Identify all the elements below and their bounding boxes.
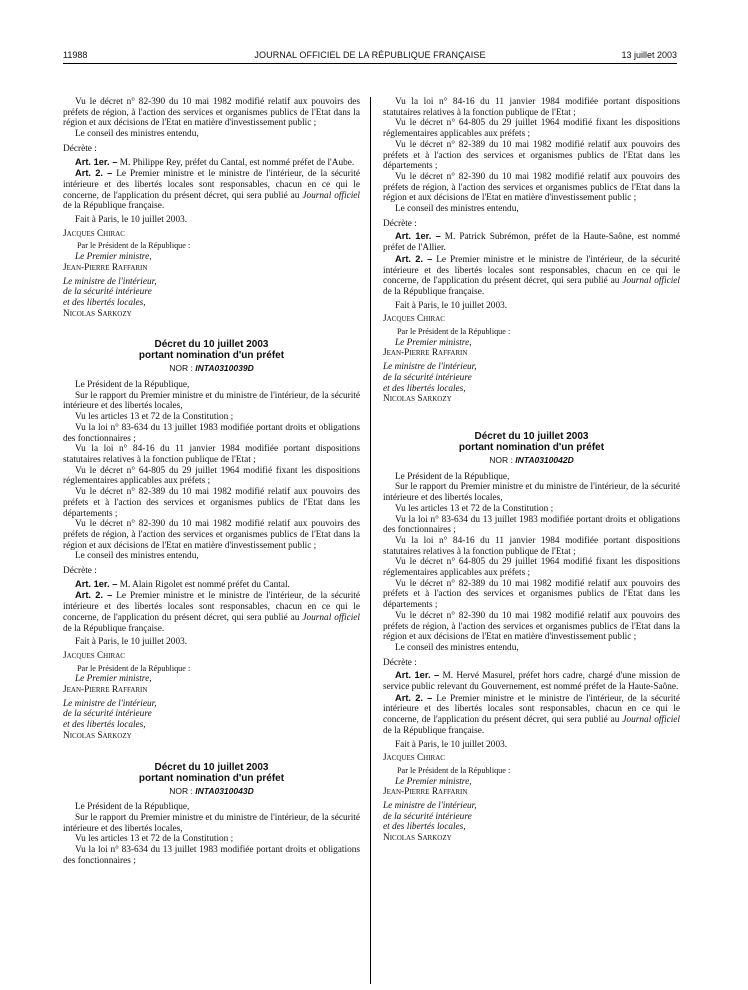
nor-label: NOR :: [489, 454, 513, 465]
article-text: Le Premier ministre et le ministre de l'intérieur, de la sécurité intérieure et des libertés locales sont responsables, chacun en ce qui le concerne, de l'application du présent décret, qui sera publié au: [383, 254, 680, 287]
journal-officiel-ref: Journal officiel: [622, 276, 681, 287]
nor-code: INTA0310039D: [195, 363, 254, 374]
article-text: Le Premier ministre et le ministre de l'intérieur, de la sécurité intérieure et des libertés locales sont responsables, chacun en ce qui le concerne, de l'application du présent décret, qui sera publié au: [383, 693, 680, 726]
minister-title: [63, 699, 360, 731]
nor-label: NOR :: [169, 363, 193, 374]
prime-minister-title: Le Premier ministre,: [395, 337, 472, 348]
signed-date: Fait à Paris, le 10 juillet 2003.: [395, 739, 508, 750]
visa-paragraph: Le conseil des ministres entendu,: [75, 551, 199, 562]
article-label: Art. 2. –: [395, 253, 433, 264]
prime-minister-title: Le Premier ministre,: [75, 252, 152, 263]
nor-code: INTA0310043D: [195, 785, 254, 796]
article-text: M. Hervé Masurel, préfet hors cadre, chargé d'une mission de service public relevant du Gouvernement, est nommé préfet de la Haute-Saône.: [383, 671, 680, 693]
decree-title: [63, 762, 360, 784]
visa-paragraph: Vu le décret n° 82-390 du 10 mai 1982 modifié relatif aux pouvoirs des préfets de région, à l'action des services et organismes publics de l'Etat dans la région et aux décisions de l'Etat en matière d'investissement public ;: [63, 97, 360, 129]
minister-title-line: Le ministre de l'intérieur,: [383, 362, 477, 373]
minister-title-line: et des libertés locales,: [63, 297, 146, 308]
article-1: [63, 157, 360, 169]
countersign-intro: Par le Président de la République :: [397, 327, 511, 337]
prime-minister-name: Jean-Pierre Raffarin: [383, 787, 468, 798]
article-1: [383, 670, 680, 692]
article-1: [63, 579, 360, 591]
minister-title-line: et des libertés locales,: [63, 720, 146, 731]
article-text: de la République française.: [383, 725, 485, 736]
president-signature: Jacques Chirac: [63, 228, 125, 239]
journal-officiel-ref: Journal officiel: [622, 715, 681, 726]
visa-paragraph: Le conseil des ministres entendu,: [75, 129, 199, 140]
visa-paragraph: Vu le décret n° 82-390 du 10 mai 1982 modifié relatif aux pouvoirs des préfets de région, à l'action des services et organismes publics de l'Etat dans la région et aux décisions de l'Etat en matière d'investissement public ;: [63, 519, 360, 551]
visa-paragraph: Sur le rapport du Premier ministre et du ministre de l'intérieur, de la sécurité intérieure et des libertés locales,: [63, 390, 360, 412]
minister-title-line: de la sécurité intérieure: [383, 372, 472, 383]
visa-paragraph: Vu le décret n° 82-390 du 10 mai 1982 modifié relatif aux pouvoirs des préfets de région, à l'action des services et organismes publics de l'Etat dans la région et aux décisions de l'Etat en matière d'investissement public ;: [383, 610, 680, 643]
visa-paragraph: Vu la loi n° 84-16 du 11 janvier 1984 modifiée portant dispositions statutaires relatives à la fonction publique de l'Etat ;: [63, 444, 360, 465]
article-text: M. Patrick Subrémon, préfet de la Haute-Saône, est nommé préfet de l'Allier.: [383, 232, 680, 254]
minister-title-line: Le ministre de l'intérieur,: [63, 276, 157, 287]
journal-officiel-ref: Journal officiel: [302, 612, 361, 623]
visa-paragraph: Vu la loi n° 83-634 du 13 juillet 1983 modifiée portant droits et obligations des fonctionnaires ;: [63, 845, 360, 866]
minister-name: Nicolas Sarkozy: [383, 833, 452, 844]
left-column: [63, 97, 360, 866]
article-label: Art. 1er. –: [395, 231, 441, 242]
decree-title-line: portant nomination d'un préfet: [458, 441, 605, 453]
prime-minister-title: Le Premier ministre,: [75, 674, 152, 685]
page-header: [63, 50, 677, 64]
decrete-label: Décrète :: [383, 657, 417, 668]
visa-paragraph: Sur le rapport du Premier ministre et du ministre de l'intérieur, de la sécurité intérieure et des libertés locales,: [383, 482, 680, 504]
minister-title: [383, 362, 680, 394]
article-2: [383, 693, 680, 737]
visa-paragraph: Vu la loi n° 83-634 du 13 juillet 1983 modifiée portant droits et obligations des fonctionnaires ;: [63, 422, 360, 444]
minister-title-line: Le ministre de l'intérieur,: [63, 698, 157, 709]
nor-reference: [383, 455, 680, 466]
article-2: [383, 254, 680, 298]
article-text: M. Philippe Rey, préfet du Cantal, est nommé préfet de l'Aube.: [119, 157, 355, 168]
article-label: Art. 2. –: [75, 168, 113, 179]
visa-paragraph: Le Président de la République,: [395, 471, 510, 482]
decree-title-line: portant nomination d'un préfet: [138, 772, 285, 784]
nor-label: NOR :: [169, 785, 193, 796]
minister-title: [63, 277, 360, 309]
article-text: de la République française.: [383, 286, 485, 297]
article-text: de la République française.: [63, 623, 165, 634]
decree-title-line: Décret du 10 juillet 2003: [154, 761, 269, 773]
minister-title: [383, 801, 680, 833]
journal-title: JOURNAL OFFICIEL DE LA RÉPUBLIQUE FRANÇAISE: [254, 50, 486, 60]
minister-title-line: de la sécurité intérieure: [383, 811, 472, 822]
visa-paragraph: Vu le décret n° 82-389 du 10 mai 1982 modifié relatif aux pouvoirs des préfets et à l'action des services et organismes publics de l'Etat dans les départements ;: [383, 578, 680, 611]
signed-date: Fait à Paris, le 10 juillet 2003.: [75, 637, 188, 648]
article-text: Le Premier ministre et le ministre de l'intérieur, de la sécurité intérieure et des libertés locales sont responsables, chacun en ce qui le concerne, de l'application du présent décret, qui sera publié au: [63, 169, 360, 201]
minister-title-line: de la sécurité intérieure: [63, 709, 152, 720]
signed-date: Fait à Paris, le 10 juillet 2003.: [75, 215, 188, 226]
article-label: Art. 2. –: [75, 590, 113, 601]
visa-paragraph: Vu le décret n° 82-390 du 10 mai 1982 modifié relatif aux pouvoirs des préfets de région, à l'action des services et organismes publics de l'Etat dans la région et aux décisions de l'Etat en matière d'investissement public ;: [383, 171, 680, 204]
president-signature: Jacques Chirac: [383, 753, 445, 764]
article-2: [63, 590, 360, 634]
prime-minister-title: Le Premier ministre,: [395, 776, 472, 787]
decrete-label: Décrète :: [63, 143, 97, 154]
visa-paragraph: Sur le rapport du Premier ministre et du ministre de l'intérieur, de la sécurité intérieure et des libertés locales,: [63, 812, 360, 834]
countersign-intro: Par le Président de la République :: [77, 241, 191, 251]
visa-paragraph: Vu la loi n° 83-634 du 13 juillet 1983 modifiée portant droits et obligations des fonctionnaires ;: [383, 514, 680, 536]
right-column: [383, 97, 680, 844]
decree-title-line: portant nomination d'un préfet: [138, 350, 285, 362]
journal-officiel-ref: Journal officiel: [302, 190, 361, 201]
visa-paragraph: Vu le décret n° 64-805 du 29 juillet 1964 modifié fixant les dispositions réglementaires applicables aux préfets ;: [383, 118, 680, 140]
article-text: de la République française.: [63, 201, 165, 212]
decrete-label: Décrète :: [63, 566, 97, 577]
column-divider: [370, 97, 371, 984]
visa-paragraph: Vu le décret n° 82-389 du 10 mai 1982 modifié relatif aux pouvoirs des préfets et à l'action des services et organismes publics de l'Etat dans les départements ;: [383, 139, 680, 172]
decree-title: [383, 431, 680, 453]
visa-paragraph: Vu la loi n° 84-16 du 11 janvier 1984 modifiée portant dispositions statutaires relatives à la fonction publique de l'Etat ;: [383, 97, 680, 118]
visa-paragraph: Le conseil des ministres entendu,: [395, 642, 519, 653]
visa-paragraph: Vu les articles 13 et 72 de la Constitution ;: [75, 834, 234, 845]
nor-reference: [63, 786, 360, 797]
article-label: Art. 1er. –: [75, 578, 118, 589]
countersign-intro: Par le Président de la République :: [397, 765, 511, 775]
header-rule: [63, 63, 677, 64]
signed-date: Fait à Paris, le 10 juillet 2003.: [395, 300, 508, 311]
visa-paragraph: Le Président de la République,: [75, 380, 190, 391]
visa-paragraph: Vu le décret n° 64-805 du 29 juillet 1964 modifié fixant les dispositions réglementaires applicables aux préfets ;: [63, 465, 360, 487]
minister-name: Nicolas Sarkozy: [63, 308, 132, 319]
nor-code: INTA0310042D: [515, 454, 574, 465]
prime-minister-name: Jean-Pierre Raffarin: [63, 685, 148, 696]
visa-paragraph: Vu la loi n° 84-16 du 11 janvier 1984 modifiée portant dispositions statutaires relatives à la fonction publique de l'Etat ;: [383, 535, 680, 557]
president-signature: Jacques Chirac: [63, 650, 125, 661]
page-number: 11988: [63, 50, 88, 60]
minister-title-line: et des libertés locales,: [383, 822, 466, 833]
minister-name: Nicolas Sarkozy: [63, 730, 132, 741]
decree-title: [63, 339, 360, 361]
prime-minister-name: Jean-Pierre Raffarin: [63, 262, 148, 273]
president-signature: Jacques Chirac: [383, 314, 445, 325]
nor-reference: [63, 363, 360, 374]
visa-paragraph: Vu le décret n° 64-805 du 29 juillet 1964 modifié fixant les dispositions réglementaires applicables aux préfets ;: [383, 557, 680, 579]
minister-title-line: Le ministre de l'intérieur,: [383, 801, 477, 812]
visa-paragraph: Vu le décret n° 82-389 du 10 mai 1982 modifié relatif aux pouvoirs des préfets et à l'action des services et organismes publics de l'Etat dans les départements ;: [63, 487, 360, 519]
decrete-label: Décrète :: [383, 218, 417, 229]
visa-paragraph: Vu les articles 13 et 72 de la Constitution ;: [75, 412, 234, 423]
minister-title-line: de la sécurité intérieure: [63, 287, 152, 298]
visa-paragraph: Le Président de la République,: [75, 802, 190, 813]
prime-minister-name: Jean-Pierre Raffarin: [383, 348, 468, 359]
countersign-intro: Par le Président de la République :: [77, 663, 191, 673]
minister-title-line: et des libertés locales,: [383, 383, 466, 394]
article-text: Le Premier ministre et le ministre de l'intérieur, de la sécurité intérieure et des libertés locales sont responsables, chacun en ce qui le concerne, de l'application du présent décret, qui sera publié au: [63, 591, 360, 623]
article-label: Art. 1er. –: [395, 670, 440, 681]
article-text: M. Alain Rigolet est nommé préfet du Cantal.: [119, 579, 290, 590]
article-label: Art. 2. –: [395, 692, 433, 703]
article-label: Art. 1er. –: [75, 156, 118, 167]
decree-title-line: Décret du 10 juillet 2003: [474, 430, 589, 442]
issue-date: 13 juillet 2003: [621, 50, 677, 60]
visa-paragraph: Le conseil des ministres entendu,: [395, 204, 519, 215]
decree-title-line: Décret du 10 juillet 2003: [154, 339, 269, 351]
minister-name: Nicolas Sarkozy: [383, 394, 452, 405]
visa-paragraph: Vu les articles 13 et 72 de la Constitution ;: [395, 503, 554, 514]
article-2: [63, 168, 360, 212]
article-1: [383, 231, 680, 253]
